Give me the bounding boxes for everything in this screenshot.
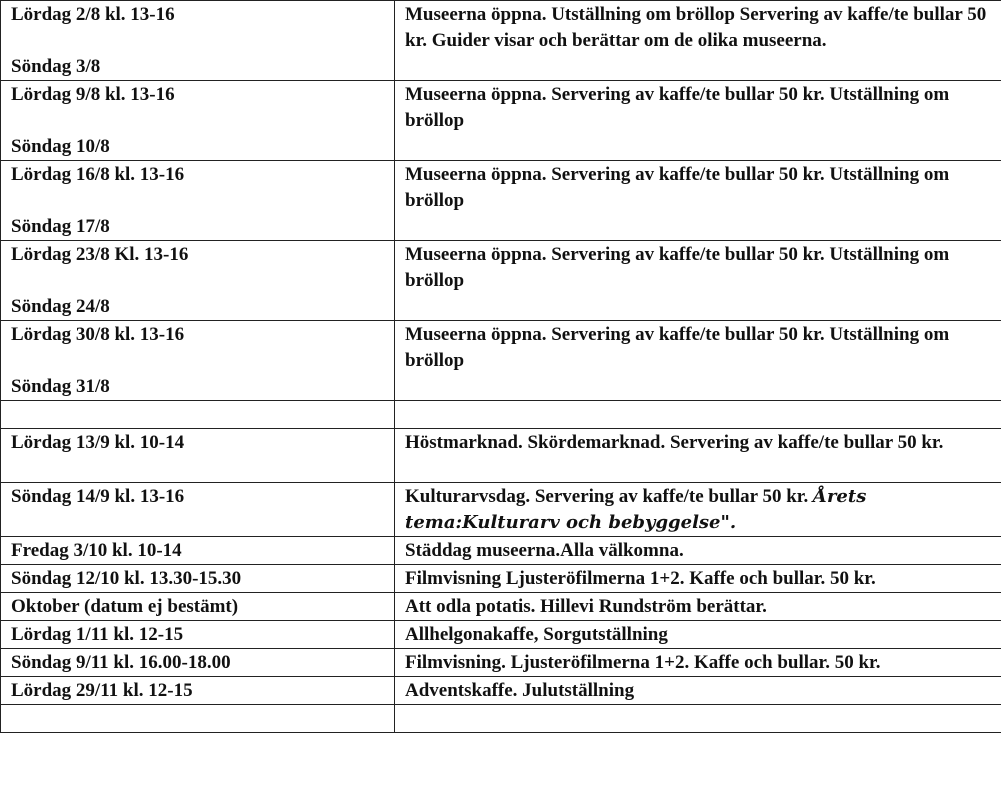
description-cell: Museerna öppna. Servering av kaffe/te bullar 50 kr. Utställning om bröllop: [395, 161, 1001, 241]
date-cell: [1, 161, 395, 241]
date-primary: Lördag 9/8 kl. 13-16: [11, 84, 175, 105]
date-cell: [1, 81, 395, 161]
description-cell: Museerna öppna. Servering av kaffe/te bullar 50 kr. Utställning om bröllop: [395, 241, 1001, 321]
date-cell: [1, 705, 395, 733]
description-cell: Museerna öppna. Utställning om bröllop Servering av kaffe/te bullar 50 kr. Guider visar och berättar om de olika museerna.: [395, 1, 1001, 81]
table-row: [1, 649, 1001, 677]
description-cell: Att odla potatis. Hillevi Rundström berättar.: [395, 593, 1001, 621]
table-row: [1, 1, 1001, 81]
description-cell: Adventskaffe. Julutställning: [395, 677, 1001, 705]
table-row: [1, 537, 1001, 565]
date-primary: Lördag 23/8 Kl. 13-16: [11, 244, 189, 265]
date-cell: Fredag 3/10 kl. 10-14: [1, 537, 395, 565]
date-cell: Lördag 1/11 kl. 12-15: [1, 621, 395, 649]
description-cell: Museerna öppna. Servering av kaffe/te bullar 50 kr. Utställning om bröllop: [395, 321, 1001, 401]
date-secondary: Söndag 24/8: [11, 296, 110, 317]
table-row: [1, 565, 1001, 593]
date-cell: Söndag 9/11 kl. 16.00-18.00: [1, 649, 395, 677]
date-cell: [1, 241, 395, 321]
table-row-empty: [1, 401, 1001, 429]
date-secondary: Söndag 10/8: [11, 136, 110, 157]
date-cell: Lördag 13/9 kl. 10-14: [1, 429, 395, 483]
description-text: Kulturarvsdag. Servering av kaffe/te bullar 50 kr.: [405, 486, 813, 507]
description-cell: Städdag museerna.Alla välkomna.: [395, 537, 1001, 565]
theme-text: Årets tema:Kulturarv och bebyggelse".: [405, 486, 867, 533]
table-row: [1, 321, 1001, 401]
table-row: [1, 241, 1001, 321]
description-cell: Allhelgonakaffe, Sorgutställning: [395, 621, 1001, 649]
table-row: [1, 483, 1001, 537]
table-row: [1, 161, 1001, 241]
date-cell: Lördag 29/11 kl. 12-15: [1, 677, 395, 705]
date-cell: [1, 1, 395, 81]
description-cell: Filmvisning Ljusteröfilmerna 1+2. Kaffe och bullar. 50 kr.: [395, 565, 1001, 593]
table-row: [1, 429, 1001, 483]
description-cell: [395, 401, 1001, 429]
description-cell: [395, 483, 1001, 537]
table-row: [1, 677, 1001, 705]
description-cell: Filmvisning. Ljusteröfilmerna 1+2. Kaffe och bullar. 50 kr.: [395, 649, 1001, 677]
description-cell: Höstmarknad. Skördemarknad. Servering av kaffe/te bullar 50 kr.: [395, 429, 1001, 483]
date-primary: Lördag 2/8 kl. 13-16: [11, 4, 175, 25]
date-primary: Lördag 30/8 kl. 13-16: [11, 324, 185, 345]
date-cell: Söndag 12/10 kl. 13.30-15.30: [1, 565, 395, 593]
date-secondary: Söndag 31/8: [11, 376, 110, 397]
date-primary: Lördag 16/8 kl. 13-16: [11, 164, 185, 185]
date-cell: [1, 321, 395, 401]
description-cell: Museerna öppna. Servering av kaffe/te bullar 50 kr. Utställning om bröllop: [395, 81, 1001, 161]
description-cell: [395, 705, 1001, 733]
table-row: [1, 81, 1001, 161]
date-cell: [1, 401, 395, 429]
date-cell: Söndag 14/9 kl. 13-16: [1, 483, 395, 537]
table-row: [1, 621, 1001, 649]
date-cell: Oktober (datum ej bestämt): [1, 593, 395, 621]
table-row-empty: [1, 705, 1001, 733]
date-secondary: Söndag 3/8: [11, 56, 101, 77]
table-row: [1, 593, 1001, 621]
date-secondary: Söndag 17/8: [11, 216, 110, 237]
